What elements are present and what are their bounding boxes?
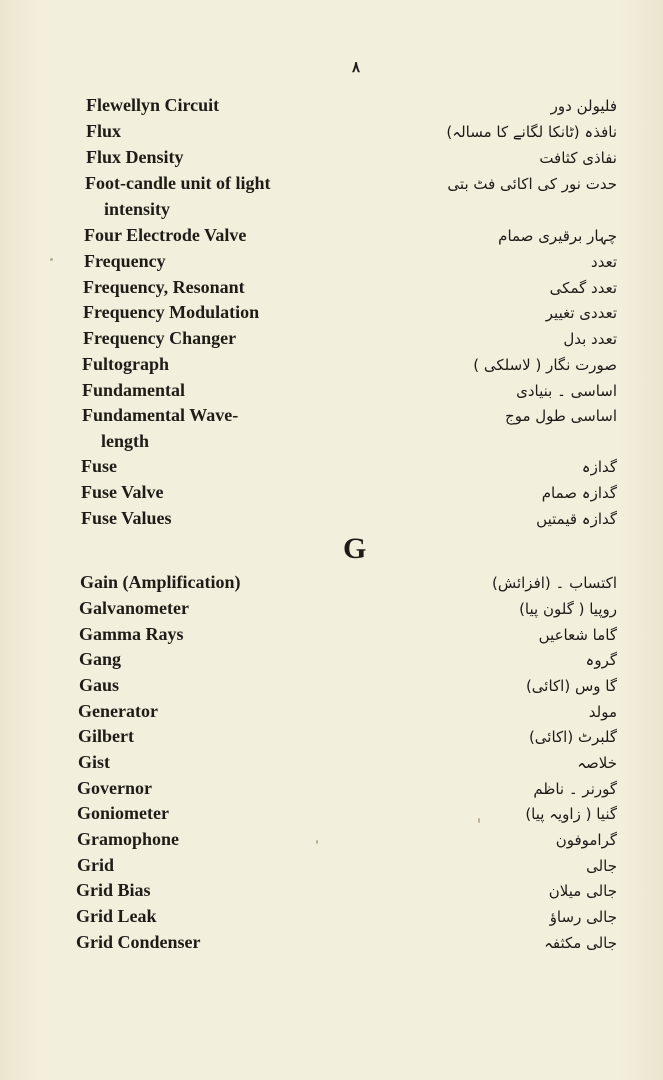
term-ur: گراموفون [555, 831, 617, 849]
term-en: Gramophone [77, 829, 180, 849]
term-en: Gaus [79, 675, 120, 695]
term-en: Gain (Amplification) [80, 572, 241, 592]
term-ur: گروہ [585, 651, 617, 669]
term-ur: خلاصہ [577, 754, 617, 772]
term-ur: جالی مکثفہ [544, 934, 617, 952]
term-ur: گدازہ صمام [541, 484, 617, 502]
term-en: Four Electrode Valve [84, 225, 247, 245]
term-en-line2: length [101, 431, 150, 451]
term-en: Grid Condenser [76, 932, 201, 952]
term-ur: گدازہ قیمتیں [536, 510, 617, 528]
term-ur: گنیا ( زاویہ پیا) [525, 805, 617, 823]
term-ur: صورت نگار ( لاسلکی ) [473, 356, 617, 374]
term-en: Fundamental [82, 380, 186, 400]
term-en: Fuse Values [81, 508, 172, 528]
term-ur: گورنر ۔ ناظم [533, 780, 617, 798]
term-en: Goniometer [77, 803, 169, 823]
term-ur: مولد [588, 703, 617, 721]
term-en: Grid Leak [76, 906, 157, 926]
term-ur: اساسی ۔ بنیادی [516, 382, 617, 400]
term-en: Gist [78, 752, 111, 772]
term-en: Governor [77, 778, 152, 798]
term-ur: گاما شعاعیں [538, 626, 617, 644]
term-ur: نافذہ (ٹانکا لگانے کا مسالہ) [446, 123, 617, 141]
term-ur: تعددی تغییر [545, 304, 617, 322]
term-en [82, 402, 238, 454]
term-en: Frequency [84, 251, 166, 271]
term-ur: تعدد [591, 253, 617, 271]
page-number: ۸ [352, 60, 361, 76]
term-en: Fultograph [82, 354, 170, 374]
term-en-line1: Foot-candle unit of light [85, 173, 271, 193]
term-ur: جالی [586, 857, 617, 875]
term-en: Flewellyn Circuit [86, 95, 220, 115]
term-ur: اساسی طول موج [505, 407, 617, 425]
term-ur: چہار برقیری صمام [498, 227, 617, 245]
paper-speck [50, 258, 53, 261]
term-ur: تعدد بدل [563, 330, 617, 348]
term-en: Frequency Changer [83, 328, 237, 348]
term-en: Gamma Rays [79, 624, 184, 644]
term-ur: نفاذی کثافت [539, 149, 617, 167]
term-en [85, 170, 271, 222]
term-ur: حدت نور کی اکائی فٹ بتی [447, 175, 617, 193]
term-ur: گدازہ [581, 458, 617, 476]
term-en: Grid Bias [76, 880, 151, 900]
term-ur: جالی رساؤ [549, 908, 617, 926]
term-en: Galvanometer [79, 598, 189, 618]
term-en-line2: intensity [104, 199, 171, 219]
term-ur: روپیا ( گلون پیا) [519, 600, 617, 618]
term-en: Flux [86, 121, 122, 141]
term-en: Flux Density [86, 147, 184, 167]
term-en: Frequency, Resonant [83, 277, 245, 297]
term-ur: تعدد گمکی [549, 279, 617, 297]
term-en: Gilbert [78, 726, 134, 746]
term-en: Gang [79, 649, 122, 669]
term-en: Frequency Modulation [83, 302, 260, 322]
term-ur: گا وس (اکائی) [525, 677, 617, 695]
paper-speck [316, 840, 318, 844]
term-en: Fuse [81, 456, 117, 476]
term-en-line1: Fundamental Wave- [82, 405, 239, 425]
term-ur: جالی میلان [548, 882, 617, 900]
term-ur: اکتساب ۔ (افزائش) [491, 574, 617, 592]
term-ur: فلیولن دور [550, 97, 617, 115]
term-ur: گلبرٹ (اکائی) [528, 728, 617, 746]
term-en: Generator [78, 701, 158, 721]
term-en: Fuse Valve [81, 482, 164, 502]
term-en: Grid [77, 855, 115, 875]
paper-speck [478, 818, 480, 823]
section-letter: G [343, 532, 367, 565]
